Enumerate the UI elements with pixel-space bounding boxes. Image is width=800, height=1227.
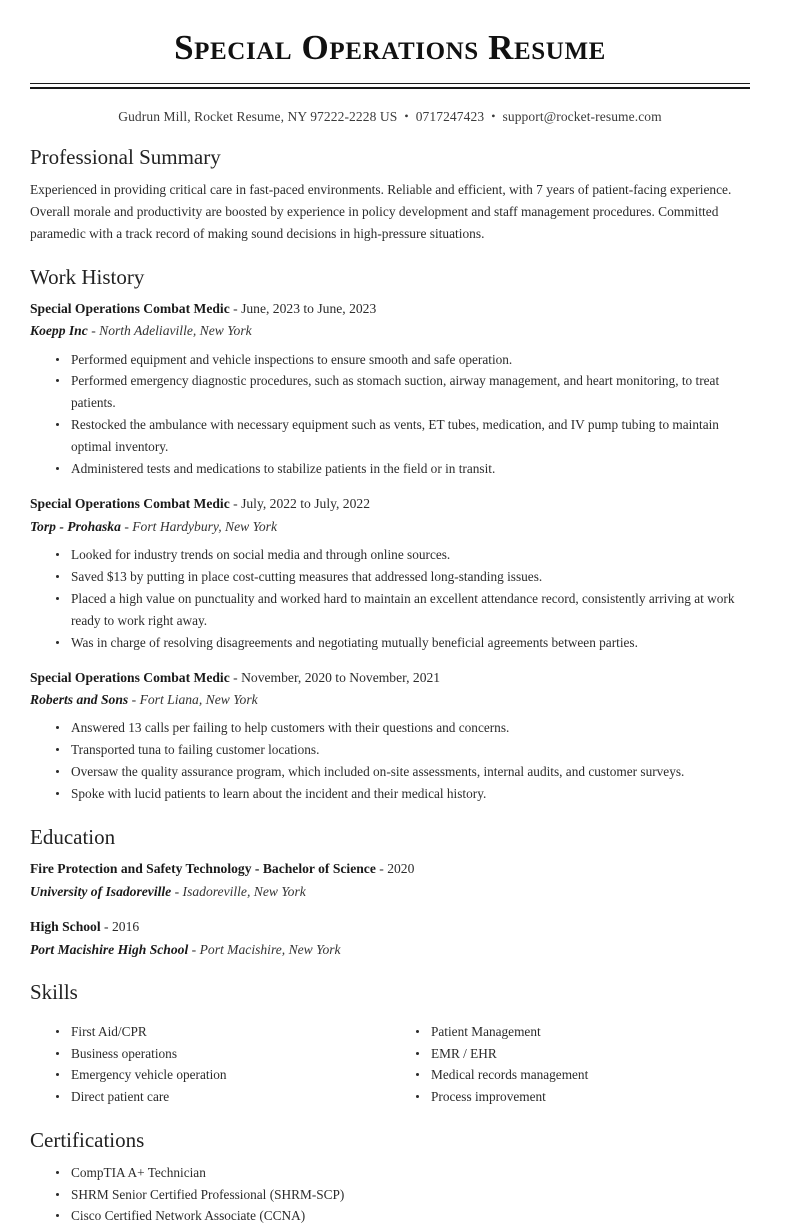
section-work-history (30, 265, 750, 806)
education-separator: - (104, 919, 109, 935)
education-school: University of Isadoreville (30, 883, 172, 899)
list-item: Medical records management (410, 1064, 750, 1086)
skills-column-right (390, 1014, 750, 1108)
section-heading-skills: Skills (30, 979, 78, 1004)
job-responsibilities (30, 717, 750, 805)
job-company: Roberts and Sons (30, 692, 129, 707)
list-item: Patient Management (410, 1021, 750, 1043)
education-entry (30, 859, 750, 902)
list-item: Transported tuna to failing customer locations. (50, 739, 750, 761)
list-item: Placed a high value on punctuality and worked hard to maintain an excellent attendance record, consistently arriving at work ready to work right away. (50, 588, 750, 632)
certifications-list (30, 1162, 750, 1227)
education-school-line (30, 882, 750, 902)
education-separator: - (379, 861, 384, 877)
list-item: Performed emergency diagnostic procedures, such as stomach suction, airway management, and heart monitoring, to treat patients. (50, 370, 750, 414)
list-item: CompTIA A+ Technician (50, 1162, 750, 1184)
company-separator: - (124, 518, 129, 534)
education-entry (30, 917, 750, 960)
job-company-line (30, 690, 750, 710)
list-item: Restocked the ambulance with necessary equipment such as vents, ET tubes, medication, and IV pump tubing to maintain optimal inventory. (50, 414, 750, 458)
job-responsibilities (30, 544, 750, 654)
list-item: Looked for industry trends on social media and through online sources. (50, 544, 750, 566)
header-divider (30, 83, 750, 89)
job-location: North Adeliaville, New York (99, 323, 252, 339)
section-heading-summary: Professional Summary (30, 145, 221, 170)
job-company-line (30, 517, 750, 537)
job-company-line (30, 321, 750, 341)
job-location: Fort Liana, New York (139, 692, 258, 707)
school-separator: - (174, 883, 180, 899)
education-degree: Fire Protection and Safety Technology - Bachelor of Science (30, 861, 376, 877)
education-degree-line (30, 917, 750, 937)
list-item: Process improvement (410, 1086, 750, 1108)
contact-info (30, 109, 750, 125)
education-school-line (30, 940, 750, 960)
work-history-entry (30, 668, 750, 806)
company-separator: - (131, 692, 137, 707)
skills-columns (30, 1014, 750, 1108)
list-item: Oversaw the quality assurance program, which included on-site assessments, internal audits, and customer surveys. (50, 761, 750, 783)
section-education (30, 825, 750, 960)
contact-email: support@rocket-resume.com (502, 109, 662, 125)
list-item: SHRM Senior Certified Professional (SHRM-SCP) (50, 1184, 750, 1206)
list-item: Saved $13 by putting in place cost-cutting measures that addressed long-standing issues. (50, 566, 750, 588)
list-item: Emergency vehicle operation (50, 1064, 390, 1086)
school-separator: - (191, 941, 197, 957)
list-item: Was in charge of resolving disagreements and negotiating mutually beneficial agreements between parties. (50, 632, 750, 654)
list-item: Cisco Certified Network Associate (CCNA) (50, 1205, 750, 1227)
skills-list-left (30, 1021, 390, 1108)
education-location: Isadoreville, New York (182, 883, 306, 899)
work-history-entry (30, 494, 750, 653)
job-company: Koepp Inc (30, 323, 88, 339)
section-professional-summary (30, 145, 750, 244)
contact-phone: 0717247423 (415, 109, 485, 125)
job-headline (30, 668, 750, 688)
list-item: Spoke with lucid patients to learn about the incident and their medical history. (50, 783, 750, 805)
contact-separator-2: • (491, 109, 496, 124)
list-item: Business operations (50, 1043, 390, 1065)
job-responsibilities (30, 349, 750, 481)
education-degree: High School (30, 919, 101, 935)
skills-list-right (390, 1021, 750, 1108)
list-item: Administered tests and medications to stabilize patients in the field or in transit. (50, 458, 750, 480)
job-dates: November, 2020 to November, 2021 (241, 669, 441, 685)
job-title: Special Operations Combat Medic (30, 669, 230, 685)
section-certifications (30, 1128, 750, 1227)
contact-address: Gudrun Mill, Rocket Resume, NY 97222-2228 US (118, 109, 398, 125)
summary-text: Experienced in providing critical care in fast-paced environments. Reliable and efficient, with 7 years of patient-facing experience. Overall morale and productivity are boosted by experience in policy development and staff management procedures. Committed paramedic with a track record of making sound decisions in high-pressure situations. (30, 182, 732, 241)
job-dates: July, 2022 to July, 2022 (241, 496, 370, 512)
list-item: Answered 13 calls per failing to help customers with their questions and concerns. (50, 717, 750, 739)
education-degree-line (30, 859, 750, 879)
education-year: 2016 (111, 919, 140, 935)
job-separator: - (233, 496, 238, 512)
divider-line-bottom (30, 87, 750, 89)
list-item: First Aid/CPR (50, 1021, 390, 1043)
education-school: Port Macishire High School (30, 941, 189, 957)
list-item: Performed equipment and vehicle inspections to ensure smooth and safe operation. (50, 349, 750, 371)
job-company: Torp - Prohaska (30, 518, 121, 534)
job-separator: - (233, 669, 238, 685)
section-heading-education: Education (30, 825, 116, 850)
education-year: 2020 (387, 861, 415, 877)
contact-separator-1: • (404, 109, 409, 124)
work-history-entry (30, 299, 750, 480)
job-title: Special Operations Combat Medic (30, 496, 230, 512)
section-heading-work-history: Work History (30, 264, 145, 289)
skills-column-left (30, 1014, 390, 1108)
job-headline (30, 494, 750, 514)
page-title: Special Operations Resume (174, 28, 606, 67)
job-separator: - (233, 300, 238, 316)
job-dates: June, 2023 to June, 2023 (241, 300, 377, 316)
job-title: Special Operations Combat Medic (30, 300, 230, 316)
job-location: Fort Hardybury, New York (132, 518, 278, 534)
section-heading-certifications: Certifications (30, 1127, 145, 1152)
job-headline (30, 299, 750, 319)
company-separator: - (91, 323, 96, 339)
section-skills (30, 980, 750, 1108)
list-item: EMR / EHR (410, 1043, 750, 1065)
list-item: Direct patient care (50, 1086, 390, 1108)
education-location: Port Macishire, New York (199, 941, 341, 957)
